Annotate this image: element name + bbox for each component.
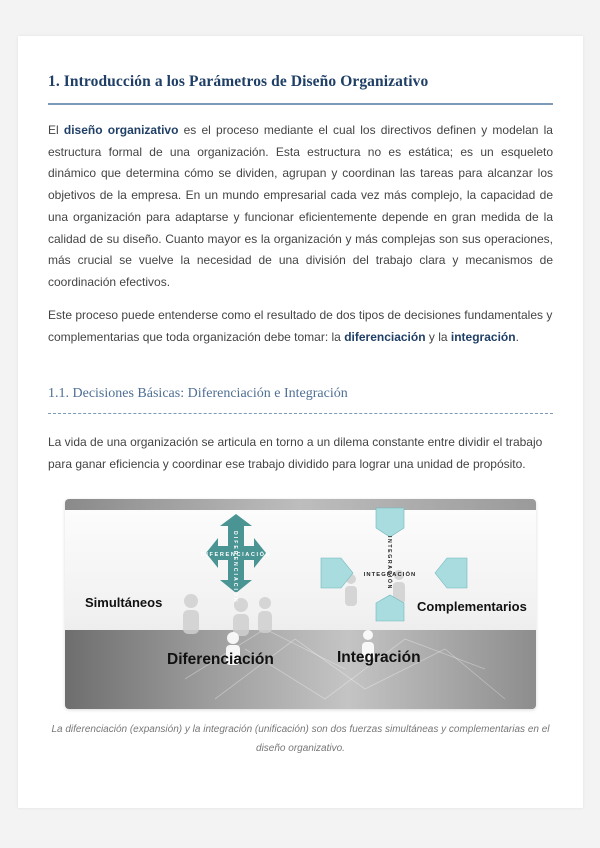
paragraph-dilemma: La vida de una organización se articula en torno a un dilema constante entre dividir el trabajo para ganar eficiencia y coordinar ese trabajo dividido para lograr una unidad de propósito. <box>48 435 543 471</box>
section-title: 1. Introducción a los Parámetros de Diseño Organizativo <box>48 73 429 90</box>
p1-pre: El <box>48 123 64 137</box>
p2-mid: y la <box>425 329 451 344</box>
figure-diferenciacion-integracion <box>65 499 536 709</box>
paragraph-decisions <box>48 305 553 348</box>
integracion-horizontal-text: INTEGRACIÓN <box>363 572 417 578</box>
label-integracion: Integración <box>337 649 421 666</box>
figure-caption: La diferenciación (expansión) y la integración (unificación) son dos fuerzas simultáneas y complementarias en el diseño organizativo. <box>51 724 550 754</box>
document-page <box>18 36 583 808</box>
p2-pre: Este proceso puede entenderse como el resultado de dos tipos de decisiones fundamentales y complementarias que toda organización debe tomar: la <box>48 308 553 344</box>
label-diferenciacion: Diferenciación <box>167 651 274 668</box>
people-silhouettes-decoration <box>183 570 405 636</box>
subsection-divider <box>48 413 553 414</box>
integracion-vertical-text: INTEGRACIÓN <box>386 536 392 590</box>
label-complementarios: Complementarios <box>417 599 527 614</box>
term-diseno-organizativo: diseño organizativo <box>63 123 179 137</box>
p1-rest: es el proceso mediante el cual los directivos definen y modelan la estructura formal de una organización. Esta estructura no es estática; es un esqueleto dinámico que determina cómo se dividen, agrupan y coordinan las tareas para alcanzar los objetivos de la empresa. En un mundo empresarial cada vez más complejo, la capacidad de una organización para adaptarse y funcionar eficientemente depende en gran medida de la calidad de su diseño. Cuanto mayor es la organización y más complejas son sus operaciones, más crucial se vuelve la necesidad de una división del trabajo clara y mecanismos de coordinación efectivos. <box>48 123 553 289</box>
p2-post: . <box>515 329 519 344</box>
title-divider <box>48 103 553 105</box>
label-simultaneos: Simultáneos <box>85 595 163 610</box>
subsection-title: 1.1. Decisiones Básicas: Diferenciación e Integración <box>48 386 348 401</box>
term-integracion: integración <box>450 329 516 344</box>
diferenciacion-arrow-horizontal-text: DIFERENCIACIÓN <box>200 552 272 558</box>
paragraph-intro <box>48 120 553 294</box>
term-diferenciacion: diferenciación <box>344 329 426 344</box>
diferenciacion-arrow-vertical-text: DIFERENCIACIÓN <box>232 531 238 604</box>
